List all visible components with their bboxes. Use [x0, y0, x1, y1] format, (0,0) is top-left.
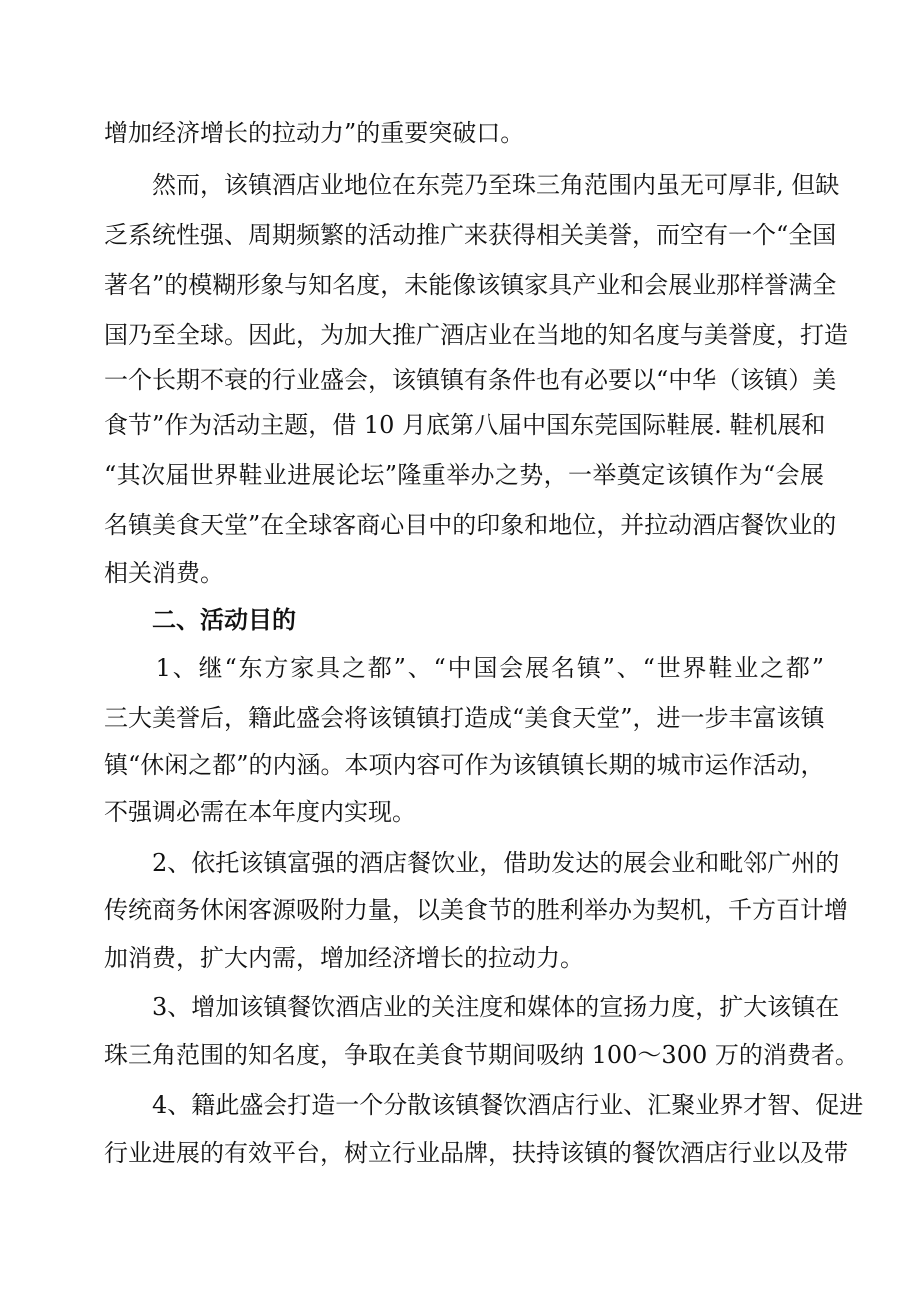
text-line: 名镇美食天堂”在全球客商心目中的印象和地位，并拉动酒店餐饮业的 — [104, 511, 837, 539]
text-line: 相关消费。 — [104, 559, 224, 587]
text-line: 2、依托该镇富强的酒店餐饮业，借助发达的展会业和毗邻广州的 — [104, 849, 840, 877]
text-line: 1、继“东方家具之都”、“中国会展名镇”、“世界鞋业之都” — [104, 654, 824, 682]
text-line: 然而，该镇酒店业地位在东莞乃至珠三角范围内虽无可厚非, 但缺 — [104, 171, 840, 199]
text-line: 不强调必需在本年度内实现。 — [104, 798, 416, 826]
text-line: “其次届世界鞋业进展论坛”隆重举办之势，一举奠定该镇作为“会展 — [104, 461, 824, 489]
text-line: 珠三角范围的知名度，争取在美食节期间吸纳 100～300 万的消费者。 — [104, 1041, 859, 1069]
text-line: 3、增加该镇餐饮酒店业的关注度和媒体的宣扬力度，扩大该镇在 — [104, 993, 840, 1021]
text-line: 食节”作为活动主题，借 10 月底第八届中国东莞国际鞋展. 鞋机展和 — [104, 411, 826, 439]
text-line: 传统商务休闲客源吸附力量，以美食节的胜利举办为契机，千方百计增 — [104, 896, 848, 924]
text-line: 镇“休闲之都”的内涵。本项内容可作为该镇镇长期的城市运作活动， — [104, 751, 825, 779]
text-line: 行业进展的有效平台，树立行业品牌，扶持该镇的餐饮酒店行业以及带 — [104, 1139, 848, 1167]
text-line: 一个长期不衰的行业盛会，该镇镇有条件也有必要以“中华（该镇）美 — [104, 366, 837, 394]
text-line: 三大美誉后，籍此盛会将该镇镇打造成“美食天堂”，进一步丰富该镇 — [104, 704, 825, 732]
text-line: 乏系统性强、周期频繁的活动推广来获得相关美誉，而空有一个“全国 — [104, 221, 837, 249]
text-line: 著名”的模糊形象与知名度，未能像该镇家具产业和会展业那样誉满全 — [104, 271, 837, 299]
text-line: 4、籍此盛会打造一个分散该镇餐饮酒店行业、汇聚业界才智、促进 — [104, 1091, 864, 1119]
text-line: 增加经济增长的拉动力”的重要突破口。 — [104, 119, 525, 147]
text-line: 国乃至全球。因此，为加大推广酒店业在当地的知名度与美誉度，打造 — [104, 321, 848, 349]
text-line: 加消费，扩大内需，增加经济增长的拉动力。 — [104, 944, 584, 972]
section-heading: 二、活动目的 — [104, 605, 296, 634]
